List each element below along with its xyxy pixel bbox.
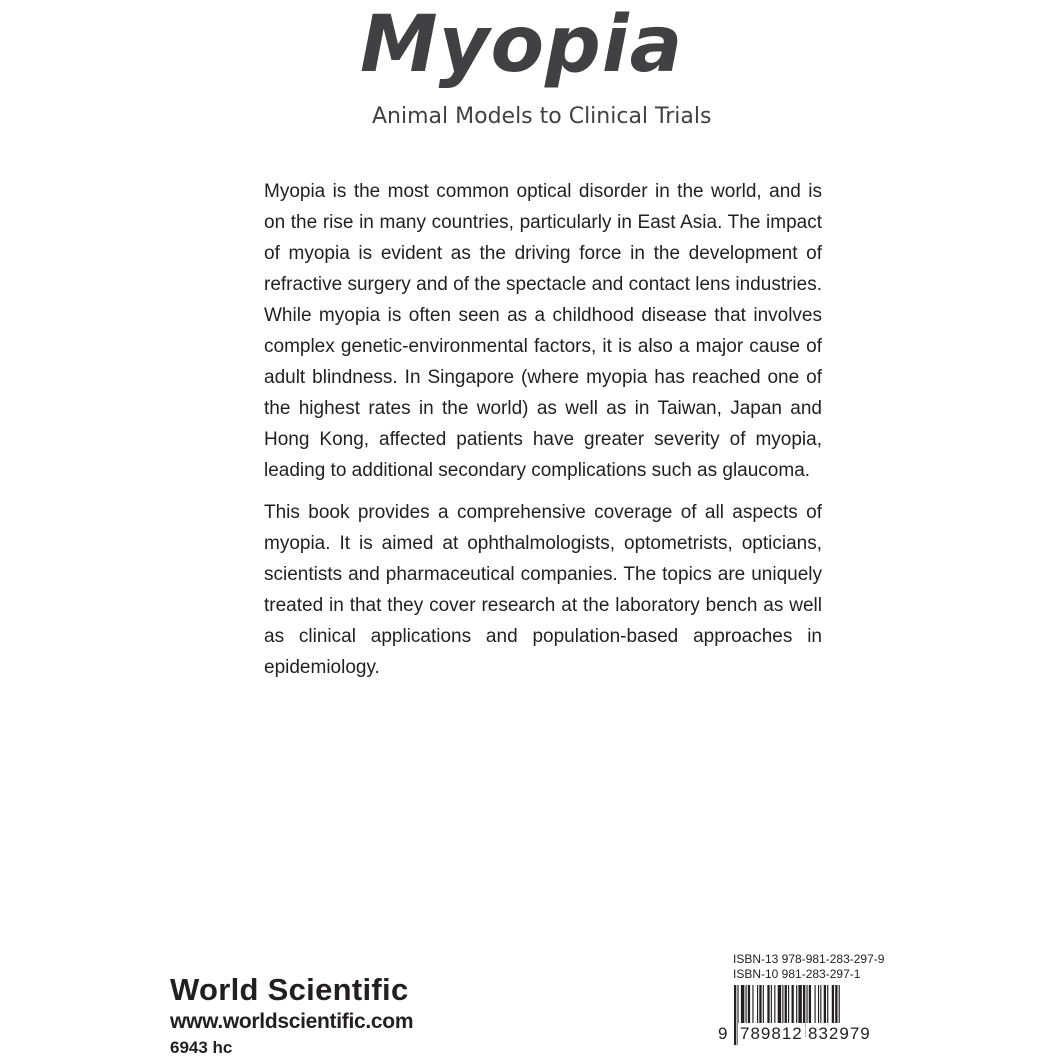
barcode-lead-digit: 9 <box>718 1024 728 1043</box>
publisher-url: www.worldscientific.com <box>170 1010 414 1033</box>
isbn-block <box>733 952 893 982</box>
blurb-paragraph-1: Myopia is the most common optical disorder in the world, and is on the rise in many countries, particularly in East Asia. The impact of myopia is evident as the driving force in the development of refractive surgery and of the spectacle and contact lens industries. While myopia is often seen as a childhood disease that involves complex genetic-environmental factors, it is also a major cause of adult blindness. In Singapore (where myopia has reached one of the highest rates in the world) as well as in Taiwan, Japan and Hong Kong, affected patients have greater severity of myopia, leading to additional secondary complications such as glaucoma. <box>264 181 822 481</box>
publisher-name: World Scientific <box>170 972 409 1007</box>
publisher-block <box>170 972 470 1060</box>
isbn-10: ISBN-10 981-283-297-1 <box>733 967 861 981</box>
blurb-paragraph-2: This book provides a comprehensive coverage of all aspects of myopia. It is aimed at ophthalmologists, optometrists, opticians, scientists and pharmaceutical companies. The topics are uniquely treated in that they cover research at the laboratory bench as well as clinical applications and population-based approaches in epidemiology. <box>264 502 822 678</box>
back-cover-blurb <box>264 176 822 694</box>
book-title: Myopia <box>360 0 684 90</box>
barcode-digits <box>718 1023 888 1045</box>
book-subtitle: Animal Models to Clinical Trials <box>372 104 712 129</box>
barcode-left-digits: 789812 <box>740 1024 803 1043</box>
isbn-13: ISBN-13 978-981-283-297-9 <box>733 952 885 966</box>
product-code: 6943 hc <box>170 1038 233 1057</box>
barcode-right-digits: 832979 <box>808 1024 871 1043</box>
